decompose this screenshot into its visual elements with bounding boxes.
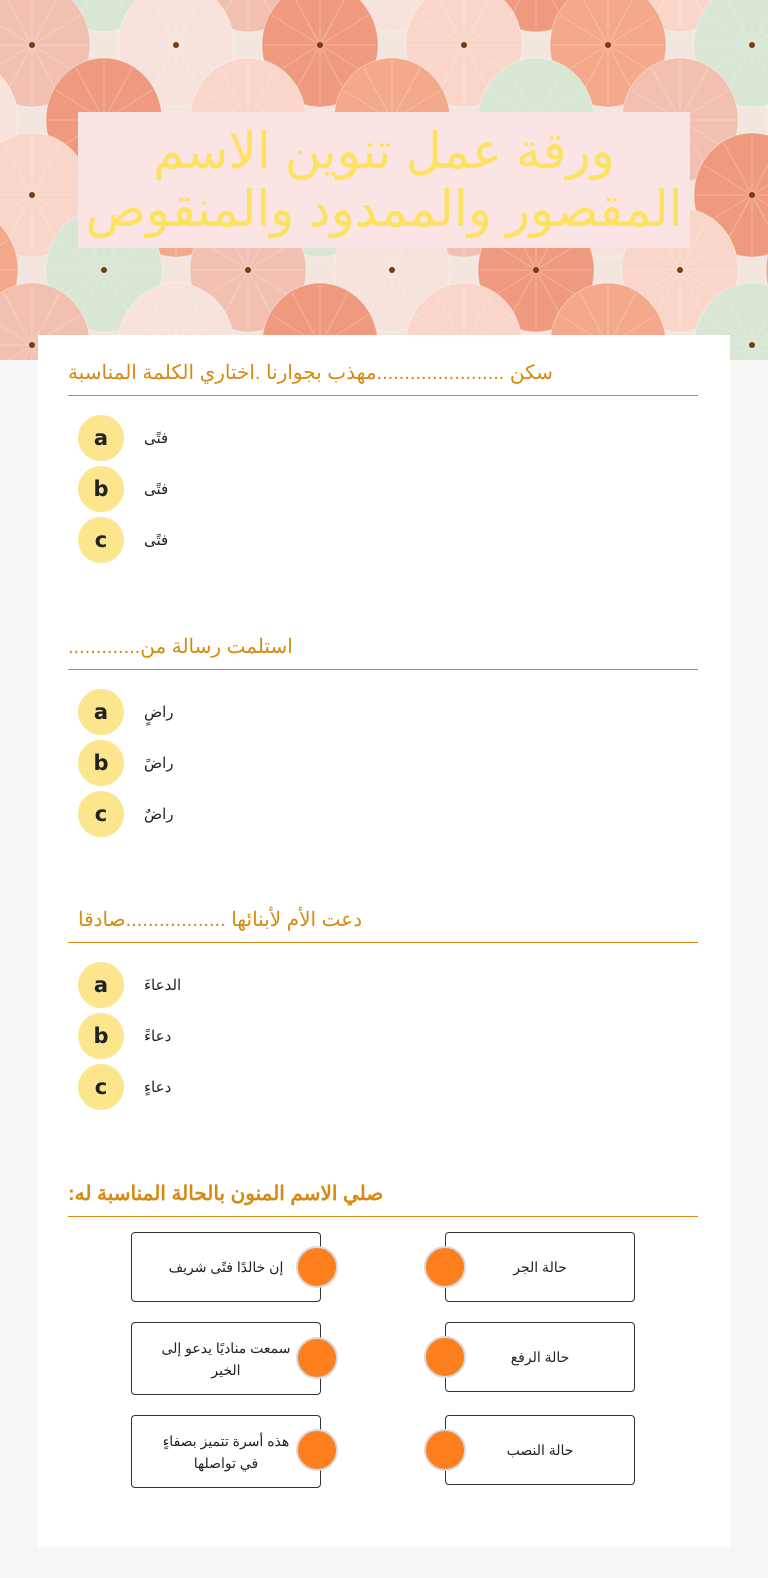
- connector-dot-left-3[interactable]: [296, 1429, 338, 1471]
- match-right-item-1[interactable]: حالة الجر: [445, 1232, 635, 1302]
- option-c[interactable]: [78, 517, 168, 563]
- match-left-item-2[interactable]: سمعت مناديًا يدعو إلى الخير: [131, 1322, 321, 1395]
- option-a[interactable]: [78, 689, 174, 735]
- option-text: دعاءٍ: [144, 1079, 172, 1096]
- option-text: راضٌ: [144, 806, 174, 823]
- worksheet-title-line1: ورقة عمل تنوين الاسم: [153, 123, 615, 179]
- option-b[interactable]: [78, 740, 174, 786]
- question-1: [68, 361, 698, 396]
- option-c[interactable]: [78, 1064, 171, 1110]
- option-text: راضٍ: [144, 704, 174, 721]
- option-letter-bubble[interactable]: c: [78, 517, 124, 563]
- question-title: صلي الاسم المنون بالحالة المناسبة له:: [68, 1182, 698, 1217]
- option-letter-bubble[interactable]: c: [78, 1064, 124, 1110]
- worksheet-title-line2: المقصور والممدود والمنقوص: [85, 181, 683, 237]
- option-text: فتًى: [144, 481, 169, 498]
- match-right-item-3[interactable]: حالة النصب: [445, 1415, 635, 1485]
- question-title: سكن .......................مهذب بجوارنا .اختاري الكلمة المناسبة: [68, 361, 698, 396]
- option-letter-bubble[interactable]: b: [78, 740, 124, 786]
- header-banner: [0, 0, 768, 360]
- option-text: الدعاءَ: [144, 977, 182, 994]
- option-a[interactable]: [78, 415, 168, 461]
- matching-question: [68, 1182, 698, 1217]
- option-letter-bubble[interactable]: a: [78, 415, 124, 461]
- connector-dot-right-1[interactable]: [424, 1246, 466, 1288]
- option-letter-bubble[interactable]: c: [78, 791, 124, 837]
- connector-dot-left-1[interactable]: [296, 1246, 338, 1288]
- question-3: [68, 908, 698, 943]
- connector-dot-right-2[interactable]: [424, 1336, 466, 1378]
- match-right-item-2[interactable]: حالة الرفع: [445, 1322, 635, 1392]
- connector-dot-left-2[interactable]: [296, 1337, 338, 1379]
- option-text: فتًى: [144, 532, 169, 549]
- option-letter-bubble[interactable]: b: [78, 1013, 124, 1059]
- worksheet-card: [38, 335, 730, 1547]
- option-b[interactable]: [78, 466, 168, 512]
- match-left-item-1[interactable]: إن خالدًا فتًى شريف: [131, 1232, 321, 1302]
- option-text: راضً: [144, 755, 174, 772]
- option-a[interactable]: [78, 962, 181, 1008]
- option-letter-bubble[interactable]: a: [78, 962, 124, 1008]
- option-b[interactable]: [78, 1013, 171, 1059]
- question-title: استلمت رسالة من.............: [68, 635, 698, 670]
- match-left-item-3[interactable]: هذه أسرة تتميز بصفاءٍ في تواصلها: [131, 1415, 321, 1488]
- option-text: دعاءً: [144, 1028, 172, 1045]
- worksheet-title-box: [78, 112, 690, 248]
- option-text: فتًى: [144, 430, 169, 447]
- question-2: [68, 635, 698, 670]
- question-title: دعت الأم لأبنائها ..................صادقا: [68, 908, 698, 943]
- option-letter-bubble[interactable]: b: [78, 466, 124, 512]
- option-c[interactable]: [78, 791, 174, 837]
- option-letter-bubble[interactable]: a: [78, 689, 124, 735]
- connector-dot-right-3[interactable]: [424, 1429, 466, 1471]
